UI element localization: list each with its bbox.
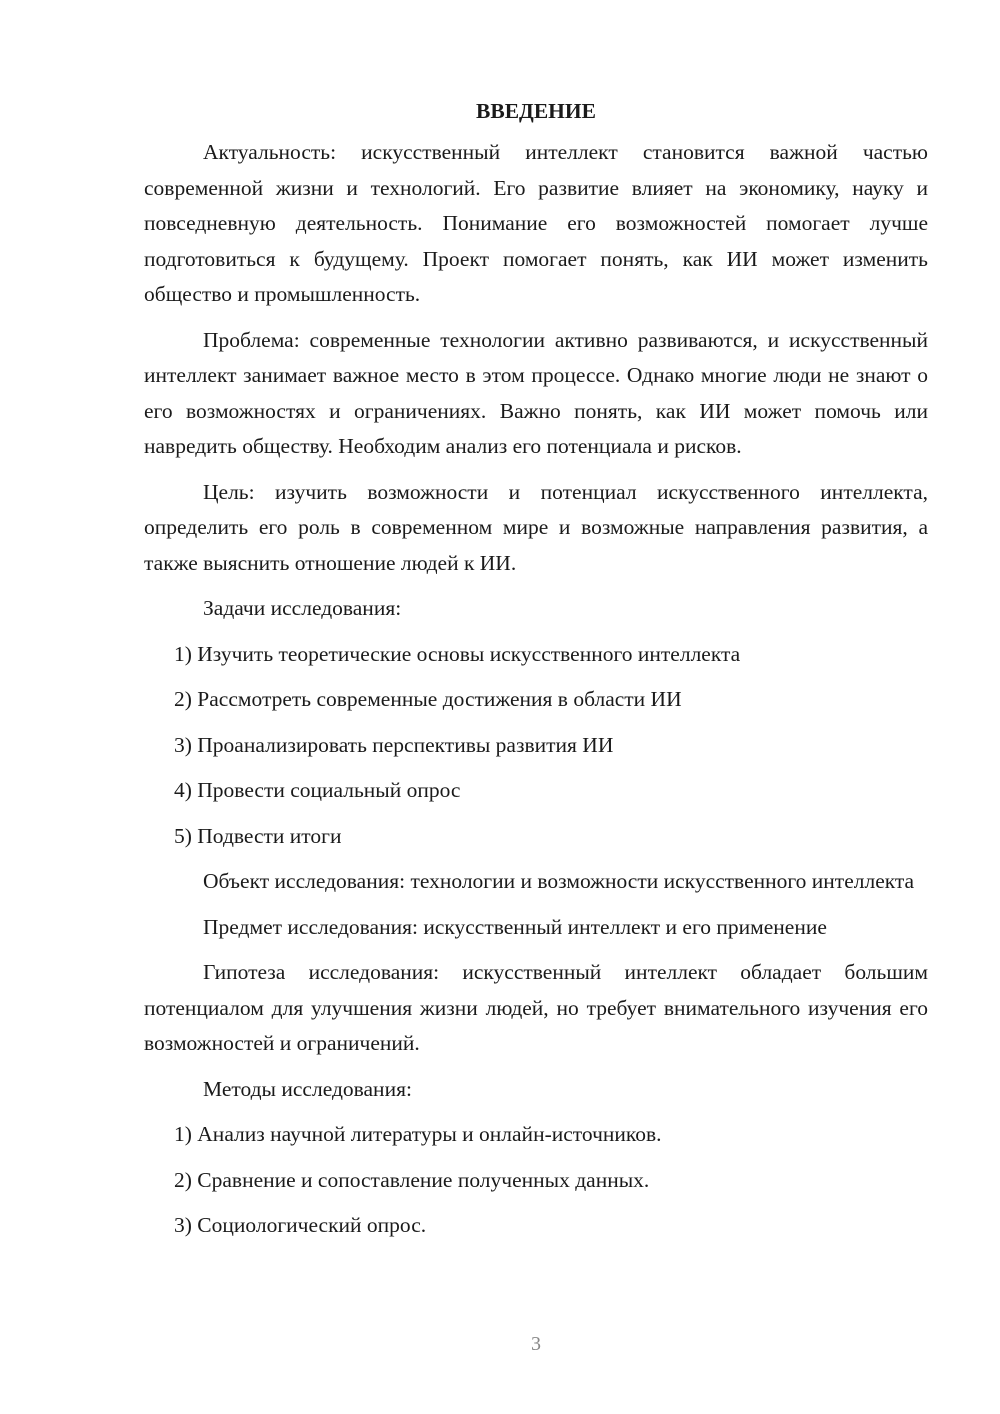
tasks-label: Задачи исследования: (203, 596, 402, 620)
method-item: 2) Сравнение и сопоставление полученных данных. (174, 1167, 650, 1192)
page-content (144, 96, 928, 1254)
method-item: 3) Социологический опрос. (174, 1213, 427, 1237)
method-item: 1) Анализ научной литературы и онлайн-источников. (174, 1122, 662, 1146)
section-title: ВВЕДЕНИЕ (476, 99, 596, 123)
object-paragraph: Объект исследования: технологии и возможности искусственного интеллекта (203, 869, 915, 893)
task-item: 3) Проанализировать перспективы развития ИИ (174, 732, 614, 757)
problem-paragraph: Проблема: современные технологии активно развиваются, и искусственный интеллект занимает важное место в этом процессе. Однако многие люди не знают о его возможностях и ограничениях. Важно понять, как ИИ может помочь или навредить обществу. Необходим анализ его потенциала и рисков. (144, 327, 928, 458)
task-item: 1) Изучить теоретические основы искусственного интеллекта (174, 641, 741, 666)
page-number: 3 (531, 1333, 541, 1355)
hypothesis-paragraph: Гипотеза исследования: искусственный интеллект обладает большим потенциалом для улучшения жизни людей, но требует внимательного изучения его возможностей и ограничений. (144, 960, 928, 1055)
goal-paragraph: Цель: изучить возможности и потенциал искусственного интеллекта, определить его роль в современном мире и возможные направления развития, а также выяснить отношение людей к ИИ. (144, 479, 928, 575)
task-item: 2) Рассмотреть современные достижения в области ИИ (174, 687, 682, 711)
relevance-paragraph: Актуальность: искусственный интеллект становится важной частью современной жизни и технологий. Его развитие влияет на экономику, науку и повседневную деятельность. Понимание его возможностей помогает лучше подготовиться к будущему. Проект помогает понять, как ИИ может изменить общество и промышленность. (144, 140, 928, 306)
subject-paragraph: Предмет исследования: искусственный интеллект и его применение (203, 914, 827, 939)
task-item: 5) Подвести итоги (174, 823, 342, 848)
task-item: 4) Провести социальный опрос (174, 778, 461, 802)
methods-label: Методы исследования: (203, 1076, 412, 1101)
